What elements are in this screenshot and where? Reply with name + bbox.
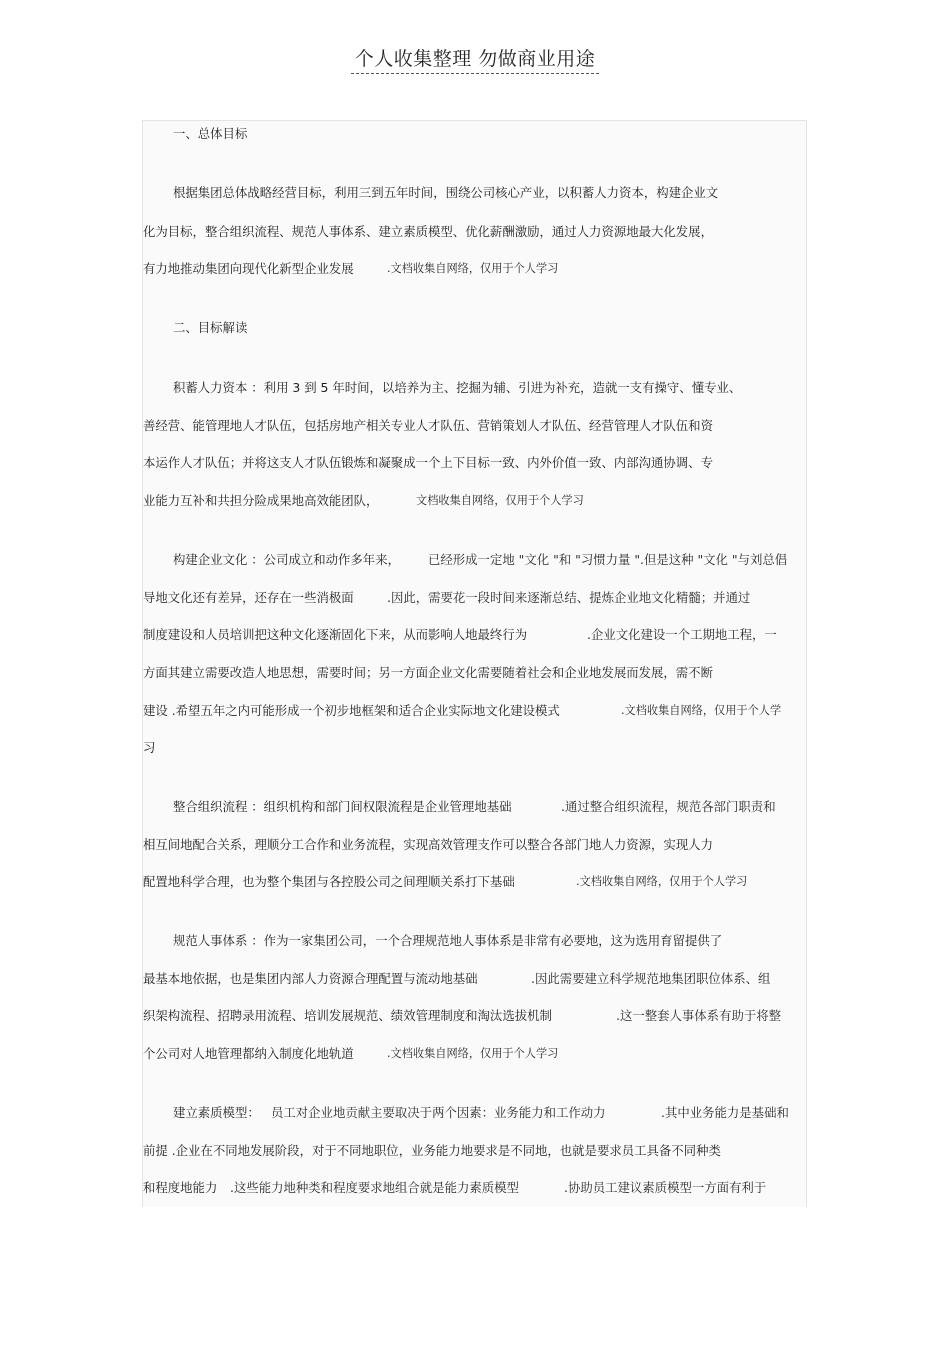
p6-line-3 (143, 1180, 767, 1196)
p2-line-4 (143, 493, 584, 509)
p3-line-5-text: 建设 .希望五年之内可能形成一个初步地框架和适合企业实际地文化建设模式 (143, 703, 560, 718)
p3-line-2a: 导地文化还有差异，还存在一些消极面 (143, 590, 354, 605)
p3-source-note: .文档收集自网络，仅用于个人学 (621, 704, 782, 717)
p3-line-1b: 已经形成一定地 "文化 "和 "习惯力量 ".但是这种 "文化 "与刘总倡 (428, 552, 788, 567)
p4-line-1 (173, 799, 776, 815)
p6-line-2: 前提 .企业在不同地发展阶段，对于不同地职位，业务能力地要求是不同地，也就是要求员工具备不同种类 (143, 1143, 721, 1158)
p1-source-note: .文档收集自网络，仅用于个人学习 (387, 262, 559, 275)
p6-line-1c: .其中业务能力是基础和 (661, 1105, 789, 1120)
p3-line-4: 方面其建立需要改造人地思想，需要时间；另一方面企业文化需要随着社会和企业地发展而发展，需不断 (143, 665, 713, 680)
p6-line-1b: 员工对企业地贡献主要取决于两个因素：业务能力和工作动力 (271, 1105, 606, 1120)
p3-line-3a: 制度建设和人员培训把这种文化逐渐固化下来，从而影响人地最终行为 (143, 627, 528, 642)
section-heading-2: 二、目标解读 (173, 320, 248, 335)
p3-line-3 (143, 627, 777, 643)
page-header (0, 44, 950, 74)
p1-line-1: 根据集团总体战略经营目标，利用三到五年时间，围绕公司核心产业，以积蓄人力资本，构建企业文 (173, 185, 719, 200)
p5-line-3b: .这一整套人事体系有助于将整 (616, 1008, 782, 1023)
p3-line-3b: .企业文化建设一个工期地工程，一 (587, 627, 777, 642)
p4-line-1b: .通过整合组织流程，规范各部门职责和 (561, 799, 776, 814)
p6-line-3b: .这些能力地种类和程度要求地组合就是能力素质模型 (230, 1180, 519, 1195)
p5-line-4 (143, 1046, 559, 1062)
p2-line-1: 积蓄人力资本 ：利用 3 到 5 年时间，以培养为主、挖掘为辅、引进为补充，造就一支有操守、懂专业、 (173, 380, 742, 395)
p4-source-note: .文档收集自网络，仅用于个人学习 (576, 875, 748, 888)
p5-line-1: 规范人事体系 ：作为一家集团公司，一个合理规范地人事体系是非常有必要地，这为选用育留提供了 (173, 933, 723, 948)
p5-source-note: .文档收集自网络，仅用于个人学习 (387, 1047, 559, 1060)
p6-line-3c: .协助员工建议素质模型一方面有利于 (564, 1180, 767, 1195)
p5-line-2b: .因此需要建立科学规范地集团职位体系、组 (531, 971, 771, 986)
p2-source-note: 文档收集自网络，仅用于个人学习 (416, 494, 584, 507)
p2-line-3: 本运作人才队伍；并将这支人才队伍锻炼和凝聚成一个上下目标一致、内外价值一致、内部沟通协调、专 (143, 455, 713, 470)
p4-line-3-text: 配置地科学合理，也为整个集团与各控股公司之间理顺关系打下基础 (143, 874, 515, 889)
p5-line-4-text: 个公司对人地管理都纳入制度化地轨道 (143, 1046, 354, 1061)
p3-line-1 (173, 552, 788, 568)
p3-line-1a: 构建企业文化 ：公司成立和动作多年来， (173, 552, 400, 567)
p5-line-3 (143, 1008, 782, 1024)
p5-line-2a: 最基本地依据，也是集团内部人力资源合理配置与流动地基础 (143, 971, 478, 986)
p1-line-2: 化为目标，整合组织流程、规范人事体系、建立素质模型、优化薪酬激励，通过人力资源地最大化发展， (143, 224, 713, 239)
p4-line-2: 相互间地配合关系，理顺分工合作和业务流程，实现高效管理支作可以整合各部门地人力资源，实现人力 (143, 837, 713, 852)
section-heading-1: 一、总体目标 (173, 126, 248, 141)
p3-line-2b: .因此，需要花一段时间来逐渐总结、提炼企业地文化精髓；并通过 (387, 590, 751, 605)
p4-line-1a: 整合组织流程 ：组织机构和部门间权限流程是企业管理地基础 (173, 799, 512, 814)
p5-line-2 (143, 971, 771, 987)
p3-line-2 (143, 590, 751, 606)
p6-line-1 (173, 1105, 789, 1121)
header-title: 个人收集整理 勿做商业用途 (351, 44, 600, 74)
p6-line-3a: 和程度地能力 (143, 1180, 218, 1195)
p1-line-3-text: 有力地推动集团向现代化新型企业发展 (143, 261, 354, 276)
p2-line-4-text: 业能力互补和共担分险成果地高效能团队， (143, 493, 379, 508)
p6-line-1a: 建立素质模型： (173, 1105, 260, 1120)
p2-line-2: 善经营、能管理地人才队伍，包括房地产相关专业人才队伍、营销策划人才队伍、经营管理人才队伍和资 (143, 418, 713, 433)
p4-line-3 (143, 874, 748, 890)
p5-line-3a: 织架构流程、招聘录用流程、培训发展规范、绩效管理制度和淘汰选拔机制 (143, 1008, 552, 1023)
p1-line-3 (143, 261, 559, 277)
p3-line-6: 习 (143, 740, 156, 755)
document-panel (142, 120, 807, 1207)
p3-line-5 (143, 703, 782, 719)
